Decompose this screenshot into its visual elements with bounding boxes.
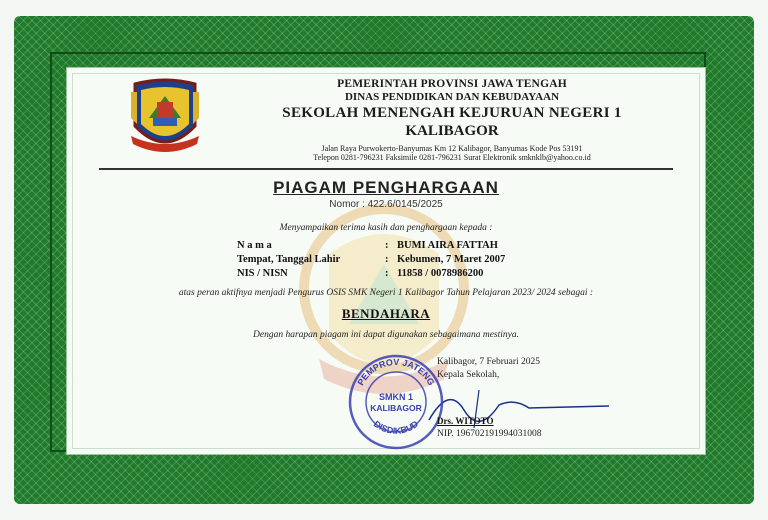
header-school-city: KALIBAGOR [405,123,499,139]
field-value: BUMI AIRA FATTAH [397,240,498,251]
header-government: PEMERINTAH PROVINSI JAWA TENGAH [337,78,567,90]
certificate-intro: Menyampaikan terima kasih dan penghargaan kepada : [279,223,493,233]
certificate-paper [66,67,706,455]
signature-name: Drs. WITOTO [437,416,494,426]
field-label: Tempat, Tanggal Lahir [237,254,341,265]
field-label: N a m a [237,240,272,251]
field-value: Kebumen, 7 Maret 2007 [397,254,506,265]
svg-text:DISDIKBUD [372,418,421,436]
header-address: Jalan Raya Purwokerto-Banyumas Km 12 Kalibagor, Banyumas Kode Pos 53191 [321,144,583,153]
signature-place-date: Kalibagor, 7 Februari 2025 [437,357,541,367]
signature-nip: NIP. 196702191994031008 [437,429,542,439]
stamp-bottom-text: DISDIKBUD [371,418,421,436]
school-stamp-icon [345,350,447,450]
signature-title: Kepala Sekolah, [437,370,500,380]
field-colon: : [385,268,389,279]
certificate-activity: atas peran aktifnya menjadi Pengurus OSIS SMK Negeri 1 Kalibagor Tahun Pelajaran 2023/ 2024 sebagai : [178,288,594,298]
certificate-position: BENDAHARA [341,306,431,321]
field-name [237,240,498,251]
field-value: 11858 / 0078986200 [397,268,484,279]
stamp-center-line2: KALIBAGOR [370,403,422,413]
field-label: NIS / NISN [237,268,288,279]
certificate-title: PIAGAM PENGHARGAAN [273,178,499,197]
header-contact: Telepon 0281-796231 Faksimile 0281-796231 Surat Elektronik smknklb@yahoo.co.id [313,153,591,162]
stamp-top-text: PEMPROV JATENG [355,356,437,388]
field-birth [237,254,505,265]
field-colon: : [385,254,389,265]
field-colon: : [385,240,389,251]
letterhead [217,78,687,162]
header-school-name: SEKOLAH MENENGAH KEJURUAN NEGERI 1 [282,105,622,121]
provincial-emblem-icon [127,78,203,158]
stamp-center-line1: SMKN 1 [378,392,414,402]
header-department: DINAS PENDIDIKAN DAN KEBUDAYAAN [344,91,560,103]
field-student-id [237,268,483,279]
certificate-number: Nomor : 422.6/0145/2025 [329,199,443,210]
certificate-closing: Dengan harapan piagam ini dapat digunakan sebagaimana mestinya. [253,330,519,340]
letterhead-divider [99,168,673,170]
